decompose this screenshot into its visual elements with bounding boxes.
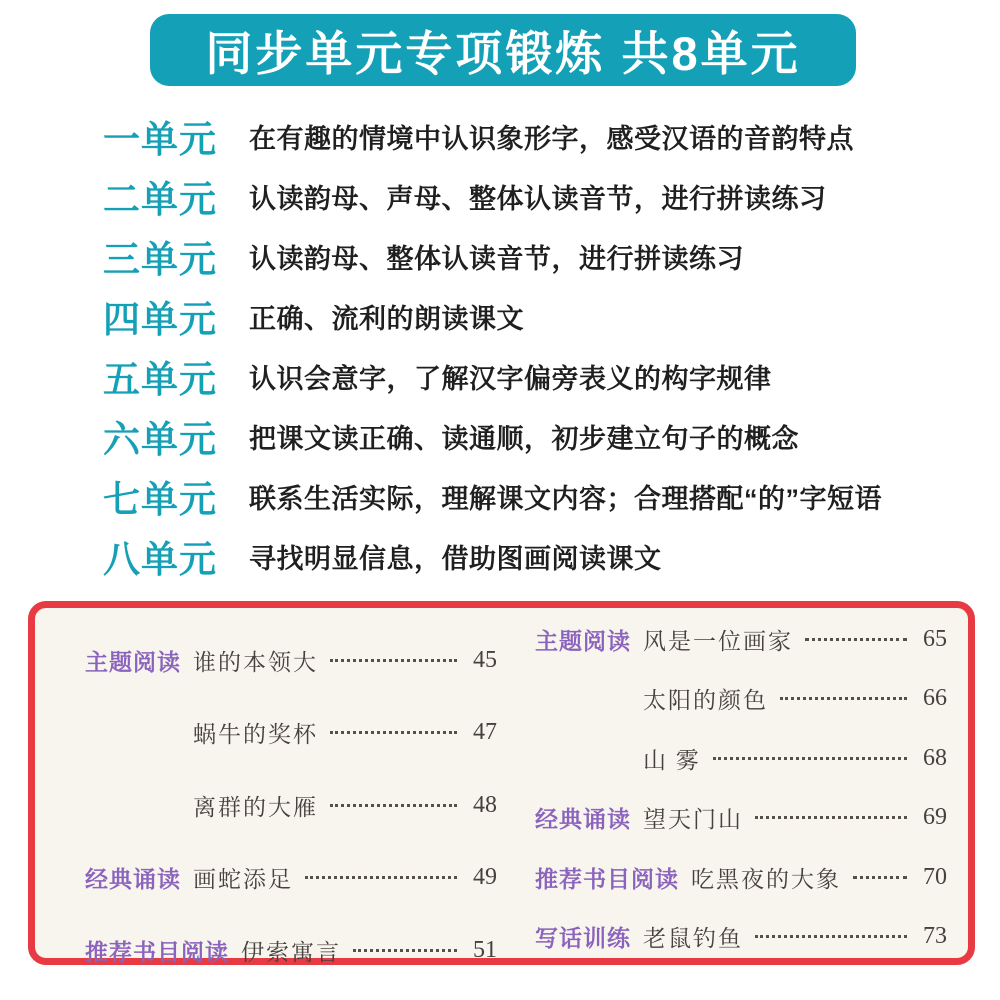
toc-entry-title: 望天门山 (643, 807, 743, 833)
toc-left-column (85, 644, 497, 966)
toc-page-number: 69 (923, 804, 947, 831)
unit-list (103, 106, 963, 586)
unit-label: 八单元 (103, 539, 217, 580)
toc-entry-title: 画蛇添足 (193, 867, 293, 892)
dot-leader (755, 935, 907, 938)
toc-page-number: 49 (473, 864, 497, 890)
toc-category-label: 主题阅读 (85, 648, 181, 675)
toc-right-column (535, 623, 947, 953)
unit-description: 正确、流利的朗读课文 (249, 303, 524, 334)
unit-row-8 (103, 526, 963, 586)
toc-page-number: 65 (923, 625, 947, 652)
toc-entry-title: 风是一位画家 (643, 628, 793, 654)
unit-label: 六单元 (103, 419, 217, 460)
unit-description: 认读韵母、整体认读音节，进行拼读练习 (249, 243, 744, 274)
unit-row-7 (103, 466, 963, 526)
toc-row (535, 683, 947, 715)
toc-row (85, 862, 497, 894)
toc-page-number: 66 (923, 685, 947, 712)
toc-row (535, 921, 947, 953)
dot-leader (755, 816, 907, 819)
toc-category-label: 主题阅读 (535, 627, 631, 654)
toc-row (535, 861, 947, 893)
toc-row (535, 742, 947, 774)
toc-row (535, 623, 947, 655)
toc-category-label: 推荐书目阅读 (85, 938, 229, 965)
unit-description: 在有趣的情境中认识象形字，感受汉语的音韵特点 (249, 123, 854, 154)
dot-leader (330, 731, 457, 734)
unit-row-6 (103, 406, 963, 466)
toc-entry-title: 太阳的颜色 (643, 688, 768, 714)
dot-leader (713, 757, 907, 760)
unit-description: 把课文读正确、读通顺，初步建立句子的概念 (249, 423, 799, 454)
toc-page-number: 51 (473, 936, 497, 963)
unit-description: 联系生活实际，理解课文内容；合理搭配“的”字短语 (249, 483, 882, 514)
unit-row-2 (103, 166, 963, 226)
toc-entry-title: 伊索寓言 (241, 939, 341, 965)
unit-label: 四单元 (103, 299, 217, 340)
toc-row (85, 934, 497, 966)
toc-row (535, 802, 947, 834)
dot-leader (853, 876, 907, 879)
unit-row-3 (103, 226, 963, 286)
toc-box (28, 601, 975, 965)
unit-description: 认识会意字，了解汉字偏旁表义的构字规律 (249, 363, 772, 394)
dot-leader (780, 697, 907, 700)
unit-description: 寻找明显信息，借助图画阅读课文 (249, 543, 662, 574)
toc-row (85, 789, 497, 821)
unit-label: 七单元 (103, 479, 217, 520)
unit-description: 认读韵母、声母、整体认读音节，进行拼读练习 (249, 183, 827, 214)
toc-row (85, 644, 497, 676)
toc-page-number: 47 (473, 719, 497, 745)
toc-page-number: 70 (923, 863, 947, 890)
toc-entry-title: 蜗牛的奖杯 (193, 722, 318, 747)
unit-row-5 (103, 346, 963, 406)
dot-leader (330, 804, 457, 807)
dot-leader (330, 659, 457, 662)
section-banner (150, 14, 856, 86)
toc-page-number: 73 (923, 923, 947, 950)
unit-label: 一单元 (103, 119, 217, 160)
unit-label: 二单元 (103, 179, 217, 220)
banner-title: 同步单元专项锻炼 共8单元 (205, 26, 801, 80)
toc-category-label: 写话训练 (535, 925, 631, 952)
toc-category-label: 经典诵读 (85, 866, 181, 892)
toc-entry-title: 离群的大雁 (193, 794, 318, 820)
toc-row (85, 717, 497, 749)
unit-row-1 (103, 106, 963, 166)
toc-entry-title: 山 雾 (643, 747, 701, 773)
toc-category-label: 经典诵读 (535, 806, 631, 833)
toc-entry-title: 吃黑夜的大象 (691, 866, 841, 892)
toc-entry-title: 老鼠钓鱼 (643, 926, 743, 952)
dot-leader (305, 876, 457, 879)
toc-page-number: 48 (473, 791, 497, 818)
dot-leader (353, 949, 457, 952)
toc-category-label: 推荐书目阅读 (535, 865, 679, 892)
toc-page-number: 68 (923, 744, 947, 771)
unit-label: 三单元 (103, 239, 217, 280)
unit-label: 五单元 (103, 359, 217, 400)
toc-entry-title: 谁的本领大 (193, 649, 318, 675)
toc-page-number: 45 (473, 646, 497, 673)
dot-leader (805, 638, 907, 641)
unit-row-4 (103, 286, 963, 346)
